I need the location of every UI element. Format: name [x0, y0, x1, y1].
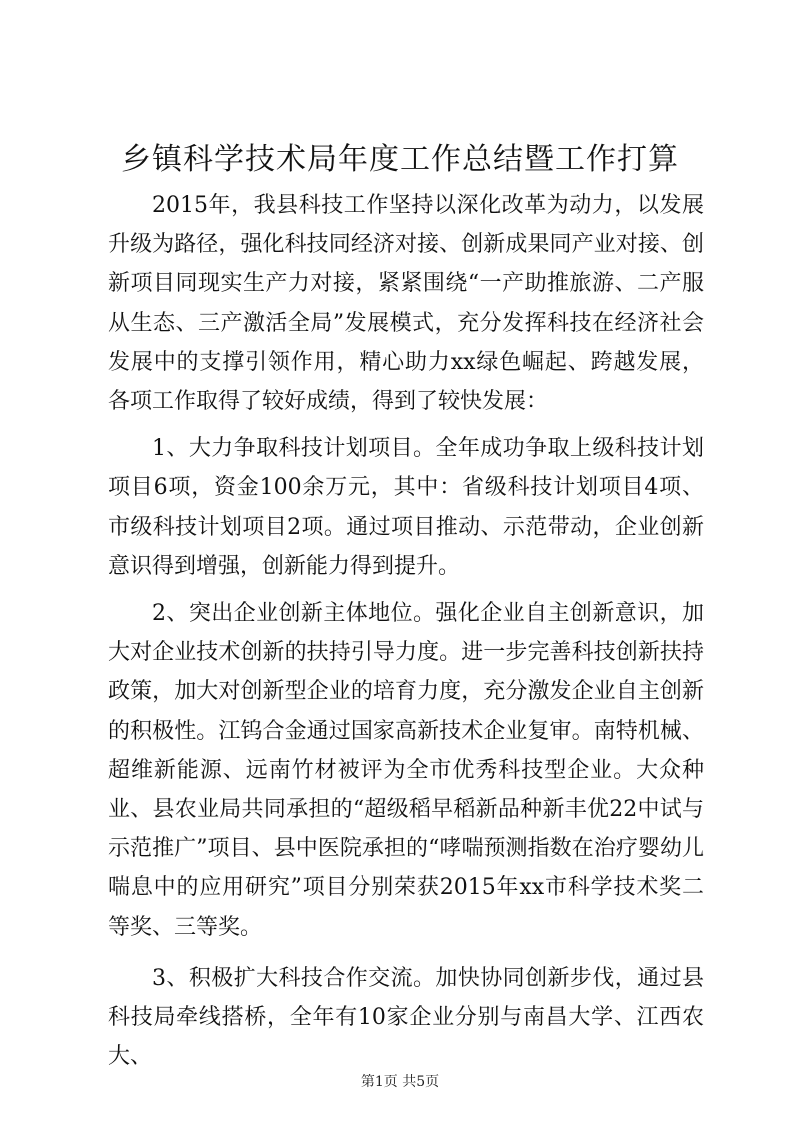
document-body	[108, 186, 704, 1076]
paragraph-item-2: 2、突出企业创新主体地位。强化企业自主创新意识，加大对企业技术创新的扶持引导力度。进一步完善科技创新扶持政策，加大对创新型企业的培育力度，充分激发企业自主创新的积极性。江钨合金通过国家高新技术企业复审。南特机械、超维新能源、远南竹材被评为全市优秀科技型企业。大众种业、县农业局共同承担的“超级稻早稻新品种新丰优22中试与示范推广”项目、县中医院承担的“哮喘预测指数在治疗婴幼儿喘息中的应用研究”项目分别荣获2015年xx市科学技术奖二等奖、三等奖。	[108, 601, 704, 940]
paragraph-item-1: 1、大力争取科技计划项目。全年成功争取上级科技计划项目6项，资金100余万元，其中：省级科技计划项目4项、市级科技计划项目2项。通过项目推动、示范带动，企业创新意识得到增强，创新能力得到提升。	[108, 436, 704, 579]
paragraph-item-3: 3、积极扩大科技合作交流。加快协同创新步伐，通过县科技局牵线搭桥，全年有10家企业分别与南昌大学、江西农大、	[108, 965, 704, 1070]
document-title: 乡镇科学技术局年度工作总结暨工作打算	[121, 142, 679, 177]
paragraph-intro: 2015年，我县科技工作坚持以深化改革为动力，以发展升级为路径，强化科技同经济对接、创新成果同产业对接、创新项目同现实生产力对接，紧紧围绕“一产助推旅游、二产服从生态、三产激活全局”发展模式，充分发挥科技在经济社会发展中的支撑引领作用，精心助力xx绿色崛起、跨越发展，各项工作取得了较好成绩，得到了较快发展：	[108, 193, 704, 415]
page-footer: 第1页 共5页	[360, 1074, 440, 1090]
